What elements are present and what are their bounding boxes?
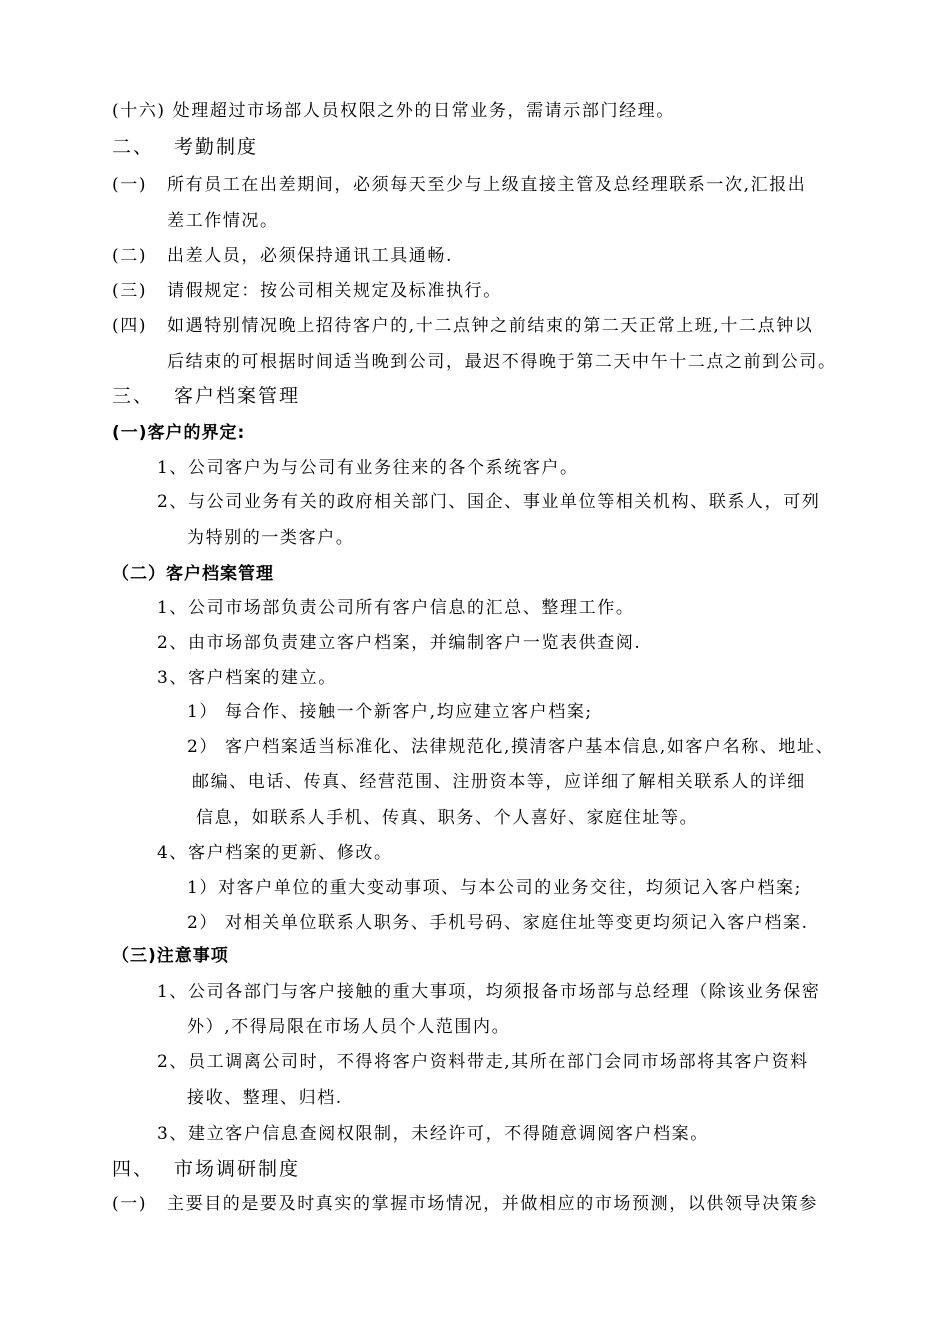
- section-number: 二、: [112, 136, 155, 158]
- sub-list-item: 1）对客户单位的重大变动事项、与本公司的业务交往，均须记入客户档案;: [187, 878, 802, 898]
- item-number: (一): [112, 1194, 148, 1214]
- section-title: 考勤制度: [174, 136, 259, 158]
- subsection-heading-1: (一)客户的界定:: [112, 423, 246, 443]
- list-item: 1、公司各部门与客户接触的重大事项，均须报备市场部与总经理（除该业务保密: [157, 982, 821, 1002]
- sub-list-item: 1） 每合作、接触一个新客户,均应建立客户档案;: [187, 702, 593, 722]
- list-item: 2、员工调离公司时，不得将客户资料带走,其所在部门会同市场部将其客户资料: [157, 1052, 809, 1072]
- section-title: 市场调研制度: [174, 1158, 301, 1180]
- item-2: [112, 245, 453, 267]
- item-1: [112, 1193, 818, 1215]
- item-text: 如遇特别情况晚上招待客户的,十二点钟之前结束的第二天正常上班,十二点钟以: [167, 316, 814, 336]
- item-4: [112, 315, 813, 337]
- item-1: [112, 174, 806, 196]
- list-item-continuation: 为特别的一类客户。: [187, 528, 355, 548]
- subsection-heading-3: （三)注意事项: [112, 946, 229, 966]
- item-number: (一): [112, 175, 148, 195]
- item-3: [112, 280, 502, 302]
- section-heading-4: [112, 1158, 300, 1180]
- section-number: 三、: [112, 385, 155, 407]
- item-number: (四): [112, 316, 148, 336]
- sub-list-item-continuation: 信息，如联系人手机、传真、职务、个人喜好、家庭住址等。: [196, 808, 699, 828]
- sub-list-item: 2） 客户档案适当标准化、法律规范化,摸清客户基本信息,如客户名称、地址、: [187, 737, 835, 757]
- item-1-continuation: 差工作情况。: [167, 211, 279, 231]
- item-4-continuation: 后结束的可根据时间适当晚到公司，最迟不得晚于第二天中午十二点之前到公司。: [167, 352, 837, 372]
- sub-list-item: 2） 对相关单位联系人职务、手机号码、家庭住址等变更均须记入客户档案.: [187, 913, 809, 933]
- list-item: 3、客户档案的建立。: [157, 668, 337, 688]
- section-title: 客户档案管理: [174, 385, 301, 407]
- item-text: 主要目的是要及时真实的掌握市场情况，并做相应的市场预测，以供领导决策参: [167, 1194, 818, 1214]
- list-item: 2、由市场部负责建立客户档案，并编制客户一览表供查阅.: [157, 633, 642, 653]
- item-number: (二): [112, 246, 148, 266]
- list-item: 2、与公司业务有关的政府相关部门、国企、事业单位等相关机构、联系人，可列: [157, 492, 821, 512]
- subsection-heading-2: （二）客户档案管理: [112, 564, 274, 584]
- list-item: 3、建立客户信息查阅权限制，未经许可，不得随意调阅客户档案。: [157, 1124, 709, 1144]
- section-heading-2: [112, 136, 258, 158]
- section-heading-3: [112, 385, 300, 407]
- list-item-continuation: 外）,不得局限在市场人员个人范围内。: [187, 1017, 511, 1037]
- item-text: 请假规定：按公司相关规定及标准执行。: [167, 281, 502, 301]
- item-text: 出差人员，必须保持通讯工具通畅.: [167, 246, 454, 266]
- list-item: 1、公司市场部负责公司所有客户信息的汇总、整理工作。: [157, 598, 635, 618]
- list-item: 1、公司客户为与公司有业务往来的各个系统客户。: [157, 458, 579, 478]
- sub-list-item-continuation: 邮编、电话、传真、经营范围、注册资本等，应详细了解相关联系人的详细: [192, 772, 806, 792]
- item-text: 所有员工在出差期间，必须每天至少与上级直接主管及总经理联系一次,汇报出: [167, 175, 807, 195]
- list-item: 4、客户档案的更新、修改。: [157, 843, 393, 863]
- paragraph-16: (十六) 处理超过市场部人员权限之外的日常业务，需请示部门经理。: [112, 101, 675, 121]
- list-item-continuation: 接收、整理、归档.: [187, 1088, 343, 1108]
- section-number: 四、: [112, 1158, 155, 1180]
- item-number: (三): [112, 281, 148, 301]
